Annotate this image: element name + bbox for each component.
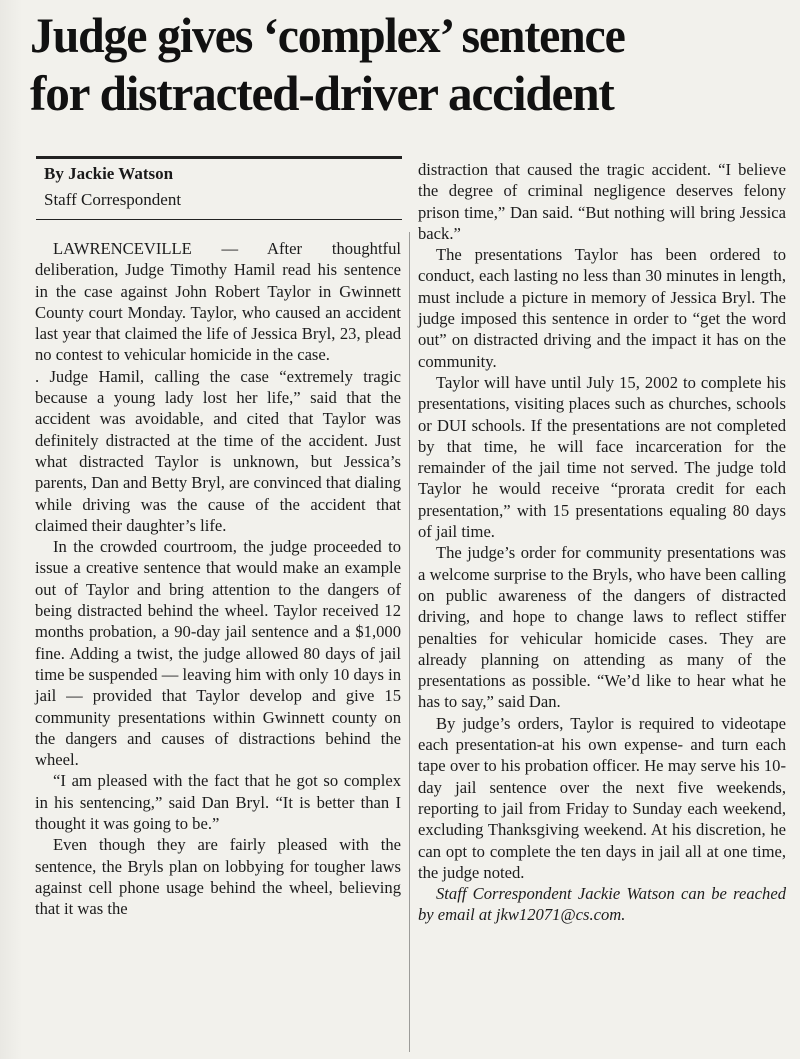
paragraph: The presentations Taylor has been ordered to conduct, each lasting no less than 30 minutes in length, must include a picture in memory of Jessica Bryl. The judge imposed this sentence in order to “get the word out” on distracted driving and the impact it has on the community. [418,245,786,371]
headline [30,6,790,122]
scan-edge [0,0,22,1059]
column-divider [409,232,410,1052]
article-column-left [35,238,401,920]
byline-name: By Jackie Watson [44,164,174,183]
byline-top-rule [36,156,402,159]
headline-line-1: Judge gives ‘complex’ sentence [30,7,625,63]
paragraph: . Judge Hamil, calling the case “extremely tragic because a young lady lost her life,” said that the accident was avoidable, and cited that Taylor was definitely distracted at the time of the accident. Just what distracted Taylor is unknown, but Jessica’s parents, Dan and Betty Bryl, are convinced that dialing while driving was the cause of the accident that claimed their daughter’s life. [35,366,401,535]
paragraph: The judge’s order for community presentations was a welcome surprise to the Bryls, who have been calling on public awareness of the dangers of distracted driving, and hope to change laws to reflect stiffer penalties for vehicular homicide cases. They are already planning on attending as many of the presentations as possible. “We’d like to hear what he has to say,” said Dan. [418,543,786,712]
author-contact-tagline: Staff Correspondent Jackie Watson can be reached by email at jkw12071@cs.com. [418,884,786,925]
byline-bottom-rule [36,219,402,220]
paragraph: Even though they are fairly pleased with the sentence, the Bryls plan on lobbying for tougher laws against cell phone usage behind the wheel, believing that it was the [35,835,401,919]
paragraph: LAWRENCEVILLE — After thoughtful deliberation, Judge Timothy Hamil read his sentence in the case against John Robert Taylor in Gwinnett County court Monday. Taylor, who caused an accident last year that claimed the life of Jessica Bryl, 23, plead no contest to vehicular homicide in the case. [35,239,401,365]
headline-line-2: for distracted-driver accident [30,65,614,121]
paragraph: In the crowded courtroom, the judge proceeded to issue a creative sentence that would make an example out of Taylor and bring attention to the dangers of being distracted behind the wheel. Taylor received 12 months probation, a 90-day jail sentence and a $1,000 fine. Adding a twist, the judge allowed 80 days of jail time be suspended — leaving him with only 10 days in jail — provided that Taylor develop and give 15 community presentations within Gwinnett county on the dangers and causes of distractions behind the wheel. [35,537,401,770]
byline-role: Staff Correspondent [44,190,182,209]
paragraph: “I am pleased with the fact that he got so complex in his sentencing,” said Dan Bryl. “It is better than I thought it was going to be.” [35,771,401,834]
paragraph: Taylor will have until July 15, 2002 to complete his presentations, visiting places such as churches, schools or DUI schools. If the presentations are not completed by that time, he will face incarceration for the remainder of the jail time not served. The judge told Taylor he would receive “prorata credit for each presentation,” with 15 presentations equaling 80 days of jail time. [418,372,786,542]
article-column-right [418,159,786,926]
byline [44,161,404,213]
paragraph: By judge’s orders, Taylor is required to videotape each presentation-at his own expense- and turn each tape over to his probation officer. He may serve his 10-day jail sentence over the next five weekends, reporting to jail from Friday to Sunday each weekend, excluding Thanksgiving weekend. At his discretion, he can opt to complete the ten days in jail all at one time, the judge noted. [418,713,786,882]
paragraph: distraction that caused the tragic accident. “I believe the degree of criminal negligence deserves felony prison time,” Dan said. “But nothing will bring Jessica back.” [418,160,786,243]
